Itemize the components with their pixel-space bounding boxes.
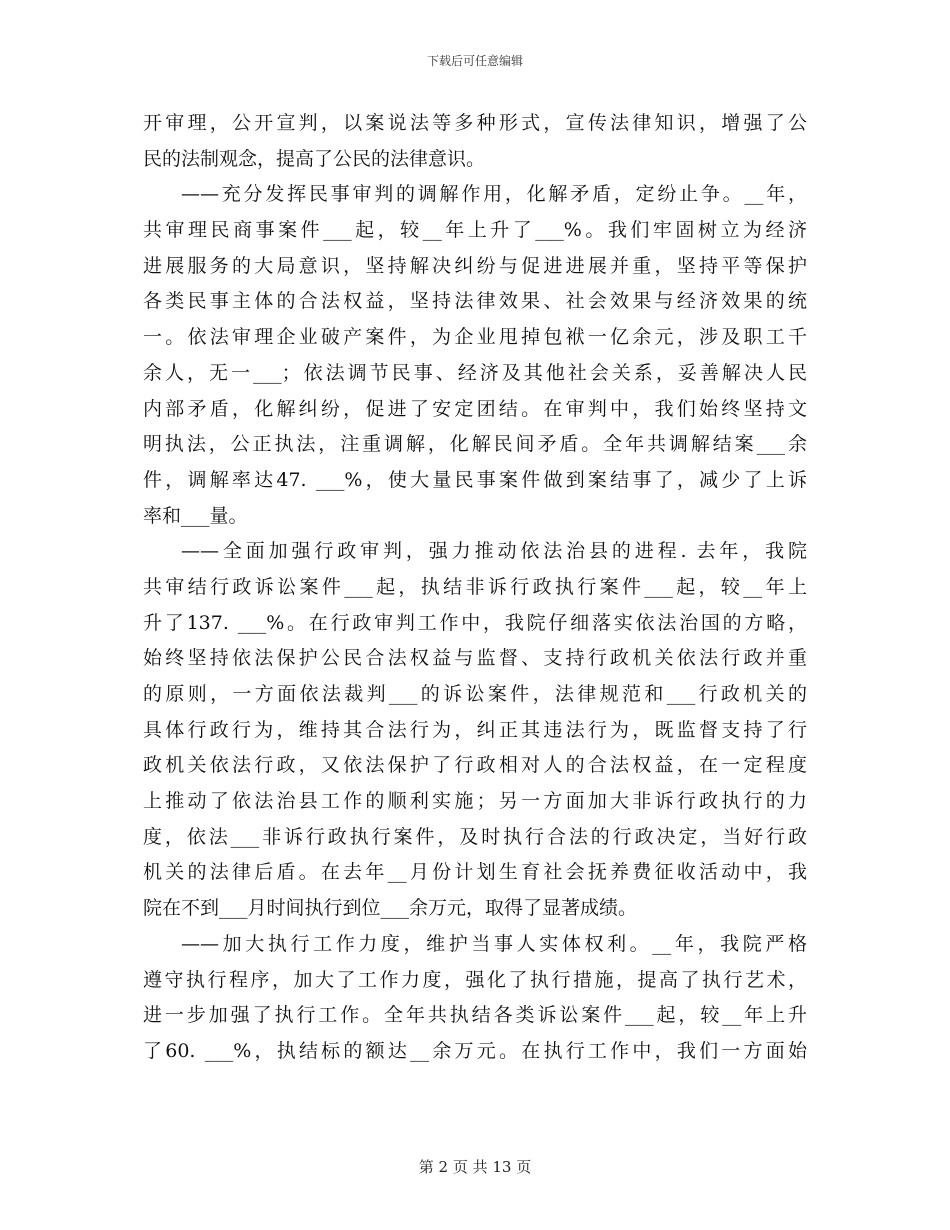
text-line: 民的法制观念，提高了公民的法律意识。 xyxy=(143,147,486,170)
text-line: 机关的法律后盾。在去年__月份计划生育社会抚养费征收活动中，我 xyxy=(143,861,807,884)
text-line: ——全面加强行政审判，强力推动依法治县的进程. 去年，我院 xyxy=(181,540,807,563)
text-line: 余人，无一___；依法调节民事、经济及其他社会关系，妥善解决人民 xyxy=(143,361,807,384)
document-body xyxy=(143,106,807,1070)
text-line: 件，调解率达47. ___%，使大量民事案件做到案结事了，减少了上诉 xyxy=(143,468,807,491)
page-number-footer: 第 2 页 共 13 页 xyxy=(418,1158,532,1176)
text-line: 升了137. ___%。在行政审判工作中，我院仔细落实依法治国的方略， xyxy=(143,611,807,634)
text-line: 内部矛盾，化解纠纷，促进了安定团结。在审判中，我们始终坚持文 xyxy=(143,397,807,420)
text-line: 各类民事主体的合法权益，坚持法律效果、社会效果与经济效果的统 xyxy=(143,290,807,313)
text-line: 始终坚持依法保护公民合法权益与监督、支持行政机关依法行政并重 xyxy=(143,647,807,670)
text-line: 明执法，公正执法，注重调解，化解民间矛盾。全年共调解结案___余 xyxy=(143,433,807,456)
text-line: 遵守执行程序，加大了工作力度，强化了执行措施，提高了执行艺术， xyxy=(143,968,807,991)
text-line: 度，依法___非诉行政执行案件，及时执行合法的行政决定，当好行政 xyxy=(143,825,807,848)
text-line: 共审结行政诉讼案件___起，执结非诉行政执行案件___起，较__年上 xyxy=(143,575,807,598)
text-line: 一。依法审理企业破产案件，为企业甩掉包袱一亿余元，涉及职工千 xyxy=(143,326,807,349)
text-line: ——充分发挥民事审判的调解作用，化解矛盾，定纷止争。__年， xyxy=(181,183,807,206)
text-line: 政机关依法行政，又依法保护了行政相对人的合法权益，在一定程度 xyxy=(143,754,807,777)
text-line: 上推动了依法治县工作的顺利实施；另一方面加大非诉行政执行的力 xyxy=(143,790,807,813)
text-line: 具体行政行为，维持其合法行为，纠正其违法行为，既监督支持了行 xyxy=(143,718,807,741)
text-line: 开审理，公开宣判，以案说法等多种形式，宣传法律知识，增强了公 xyxy=(143,112,807,134)
text-line: 共审理民商事案件___起，较__年上升了___%。我们牢固树立为经济 xyxy=(143,219,807,242)
text-line: ——加大执行工作力度，维护当事人实体权利。__年，我院严格 xyxy=(181,932,807,955)
text-line: 院在不到___月时间执行到位___余万元，取得了显著成绩。 xyxy=(143,897,638,920)
page-header: 下载后可任意编辑 xyxy=(426,54,523,68)
text-line: 进展服务的大局意识，坚持解决纠纷与促进进展并重，坚持平等保护 xyxy=(143,254,807,277)
text-line: 的原则，一方面依法裁判___的诉讼案件，法律规范和___行政机关的 xyxy=(143,683,807,705)
text-line: 了60. ___%，执结标的额达__余万元。在执行工作中，我们一方面始 xyxy=(143,1039,807,1062)
text-line: 进一步加强了执行工作。全年共执结各类诉讼案件___起，较__年上升 xyxy=(143,1004,807,1027)
text-line: 率和___量。 xyxy=(143,504,248,527)
